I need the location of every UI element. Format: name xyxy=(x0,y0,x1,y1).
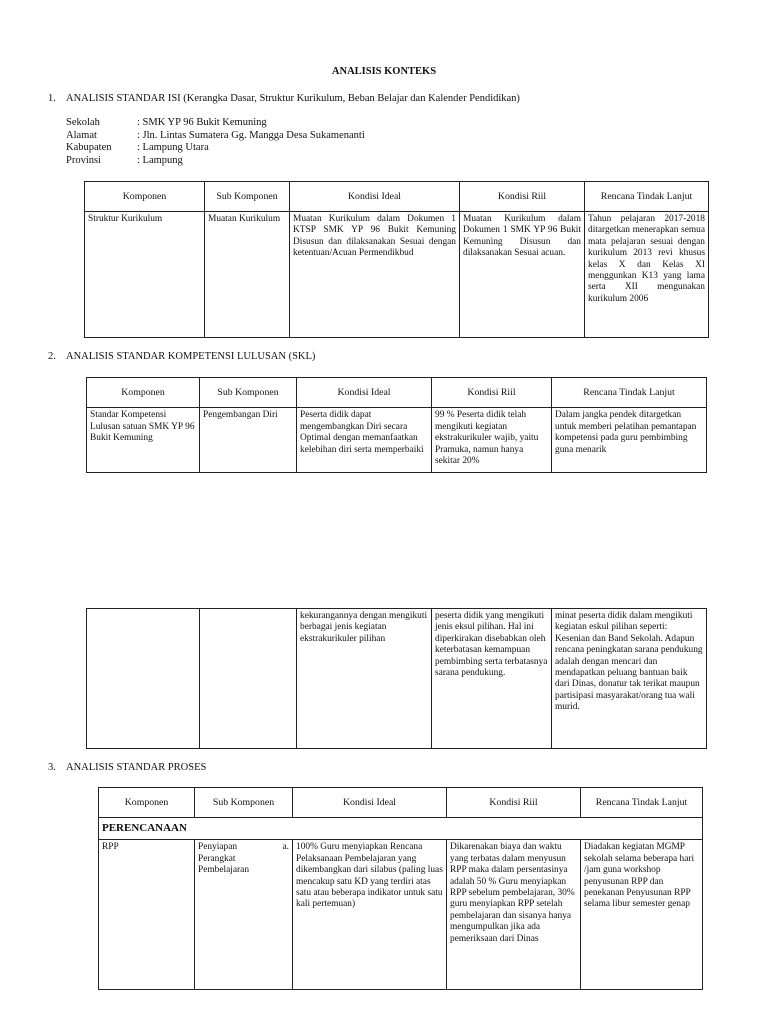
cell-sub-komponen: Muatan Kurikulum xyxy=(205,212,290,338)
list-marker: a. xyxy=(282,842,289,853)
table-standar-isi xyxy=(84,181,709,338)
section-number: 2. xyxy=(48,351,56,362)
table-subheading-row xyxy=(99,818,703,840)
header-kondisi-ideal: Kondisi Ideal xyxy=(293,788,447,818)
cell-sub-komponen: Pengembangan Diri xyxy=(200,408,297,473)
header-sub-komponen: Sub Komponen xyxy=(195,788,293,818)
header-rencana: Rencana Tindak Lanjut xyxy=(552,378,707,408)
section-3-heading xyxy=(48,762,206,773)
sub-komponen-label: Penyiapan Perangkat Pembelajaran xyxy=(198,842,250,876)
info-row-school xyxy=(66,117,365,130)
cell-rencana: Dalam jangka pendek ditargetkan untuk memberi pelatihan pemantapan kompetensi pada guru pembimbing guna menarik xyxy=(552,408,707,473)
info-label: Alamat xyxy=(66,129,97,141)
cell-rencana: Diadakan kegiatan MGMP sekolah selama beberapa hari /jam guna workshop penyusunan RPP dan penekanan Penyusunan RPP selama libur semester genap xyxy=(581,840,703,990)
cell-kondisi-ideal: 100% Guru menyiapkan Rencana Pelaksanaan Pembelajaran yang dikembangkan dari silabus (paling luas mencakup satu KD yang terdiri atas satu atau beberapa indikator untuk satu kali pertemuan) xyxy=(293,840,447,990)
cell-komponen: Struktur Kurikulum xyxy=(85,212,205,338)
header-kondisi-riil: Kondisi Riil xyxy=(447,788,581,818)
info-value: : Lampung Utara xyxy=(137,142,209,153)
table-standar-proses xyxy=(98,787,703,990)
cell-kondisi-riil: 99 % Peserta didik telah mengikuti kegiatan ekstrakurikuler wajib, yaitu Pramuka, namun hanya sekitar 20% xyxy=(432,408,552,473)
section-title: ANALISIS STANDAR KOMPETENSI LULUSAN (SKL) xyxy=(66,351,316,362)
subheading-perencanaan: PERENCANAAN xyxy=(99,818,703,840)
cell-komponen xyxy=(87,609,200,749)
header-komponen: Komponen xyxy=(85,182,205,212)
table-skl-continued xyxy=(86,608,707,749)
table-header-row xyxy=(87,378,707,408)
header-kondisi-ideal: Kondisi Ideal xyxy=(290,182,460,212)
info-label: Sekolah xyxy=(66,117,100,128)
info-value: : Jln. Lintas Sumatera Gg. Mangga Desa Sukamenanti xyxy=(137,129,365,141)
info-value: : Lampung xyxy=(137,154,183,166)
cell-sub-komponen xyxy=(195,840,293,990)
header-kondisi-ideal: Kondisi Ideal xyxy=(297,378,432,408)
cell-kondisi-ideal: Muatan Kurikulum dalam Dokumen 1 KTSP SMK YP 96 Bukit Kemuning Disusun dan dilaksanakan Sesuai dengan ketentuan/Acuan Permendikbud xyxy=(290,212,460,338)
cell-kondisi-riil: peserta didik yang mengikuti jenis eksul pilihan. Hal ini diperkirakan disebabkan oleh keterbatasan kemampuan pembimbing serta terbatasnya sarana pendukung. xyxy=(432,609,552,749)
header-sub-komponen: Sub Komponen xyxy=(205,182,290,212)
info-label: Provinsi xyxy=(66,154,102,166)
header-rencana: Rencana Tindak Lanjut xyxy=(581,788,703,818)
table-row xyxy=(87,408,707,473)
section-title: ANALISIS STANDAR PROSES xyxy=(66,762,207,773)
info-label: Kabupaten xyxy=(66,142,112,153)
header-komponen: Komponen xyxy=(99,788,195,818)
section-title: ANALISIS STANDAR ISI (Kerangka Dasar, Struktur Kurikulum, Beban Belajar dan Kalender Pendidikan) xyxy=(66,93,520,104)
section-2-heading xyxy=(48,351,315,362)
section-number: 3. xyxy=(48,762,56,773)
section-number: 1. xyxy=(48,93,56,104)
table-row xyxy=(87,609,707,749)
cell-rencana: Tahun pelajaran 2017-2018 ditargetkan menerapkan semua mata pelajaran sesuai dengan kurikulum 2013 revi khusus kelas X dan Kelas XI menggunkan K13 yang lama serta XII mengunakan kurikulum 2006 xyxy=(585,212,709,338)
cell-rencana: minat peserta didik dalam mengikuti kegiatan eskul pilihan seperti: Kesenian dan Band Sekolah. Adapun rencana peningkatan sarana pendukung adalah dengan mencari dan mendapatkan peluang bantuan baik dari Dinas, donatur tak terikat maupun partisipasi masyarakat/orang tua wali murid. xyxy=(552,609,707,749)
cell-komponen: RPP xyxy=(99,840,195,990)
info-value: : SMK YP 96 Bukit Kemuning xyxy=(137,117,267,128)
sub-komponen-content xyxy=(198,842,289,876)
cell-komponen: Standar Kompetensi Lulusan satuan SMK YP 96 Bukit Kemuning xyxy=(87,408,200,473)
cell-kondisi-riil: Muatan Kurikulum dalam Dokumen 1 SMK YP 96 Bukit Kemuning Disusun dan dilaksanakan Sesuai acuan. xyxy=(460,212,585,338)
table-header-row xyxy=(85,182,709,212)
header-kondisi-riil: Kondisi Riil xyxy=(432,378,552,408)
header-komponen: Komponen xyxy=(87,378,200,408)
header-sub-komponen: Sub Komponen xyxy=(200,378,297,408)
info-row-province xyxy=(66,155,365,168)
school-info xyxy=(66,117,365,167)
table-row xyxy=(99,840,703,990)
table-header-row xyxy=(99,788,703,818)
header-rencana: Rencana Tindak Lanjut xyxy=(585,182,709,212)
header-kondisi-riil: Kondisi Riil xyxy=(460,182,585,212)
cell-kondisi-ideal: kekurangannya dengan mengikuti berbagai jenis kegiatan ekstrakurikuler pilihan xyxy=(297,609,432,749)
info-row-regency xyxy=(66,142,365,155)
section-1-heading xyxy=(48,93,520,104)
table-skl xyxy=(86,377,707,473)
cell-sub-komponen xyxy=(200,609,297,749)
info-row-address xyxy=(66,130,365,143)
document-title: ANALISIS KONTEKS xyxy=(331,66,437,77)
cell-kondisi-ideal: Peserta didik dapat mengembangkan Diri secara Optimal dengan memanfaatkan kelebihan diri serta memperbaiki xyxy=(297,408,432,473)
table-row xyxy=(85,212,709,338)
cell-kondisi-riil: Dikarenakan biaya dan waktu yang terbatas dalam menyusun RPP maka dalam persentasinya adalah 50 % Guru menyiapkan RPP sebelum pembelajaran, 30% guru menyiapkan RPP setelah pembelajaran dan sisanya hanya mengumpulkan jika ada pemeriksaan dari Dinas xyxy=(447,840,581,990)
